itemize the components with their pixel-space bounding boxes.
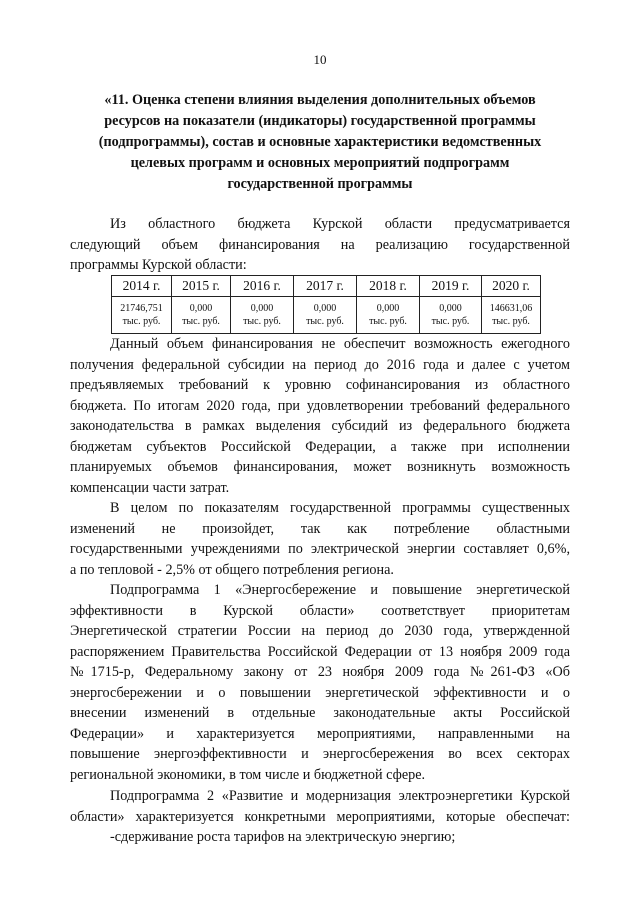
financing-table	[111, 275, 541, 334]
heading-line: ресурсов на показатели (индикаторы) государственной программы	[104, 113, 536, 129]
text-line: программы Курской области:	[70, 257, 247, 273]
text-line: изменений не произойдет, так как потребление областными	[70, 520, 570, 537]
text-line: Данный объем финансирования не обеспечит возможность ежегодного	[110, 336, 570, 352]
value-amount: 0,000	[250, 303, 274, 314]
value-cell	[357, 297, 420, 334]
text-line: предъявляемых требований к уровню софинансирования из областного	[70, 377, 570, 393]
page-number: 10	[313, 52, 327, 67]
value-unit: тыс. руб.	[243, 316, 281, 327]
text-line: Федерации» и характеризуется мероприятиями, направленными на	[70, 725, 570, 742]
text-line: В целом по показателям государственной программы существенных	[110, 500, 570, 516]
text-line: Подпрограмма 2 «Развитие и модернизация электроэнергетики Курской	[110, 788, 570, 804]
paragraph-financing	[70, 334, 570, 498]
value-amount: 21746,751	[120, 303, 163, 314]
heading-line: государственной программы	[227, 176, 413, 192]
text-line: области» характеризуется конкретными мероприятиями, которые обеспечат:	[70, 808, 570, 825]
value-amount: 0,000	[376, 303, 400, 314]
heading-line: «11. Оценка степени влияния выделения дополнительных объемов	[104, 92, 536, 108]
text-line: законодательства в рамках выделения субсидий из федерального бюджета	[70, 418, 570, 434]
text-line: государственными учреждениями по электрической энергии составляет 0,6%,	[70, 541, 570, 557]
text-line: Энергетической стратегии России на период до 2030 года, утвержденной	[70, 623, 570, 639]
table-header-row	[112, 276, 541, 297]
value-cell	[231, 297, 294, 334]
text-line: региональной экономики, в том числе и бюджетной сфере.	[70, 766, 426, 783]
text-line: получения федеральной субсидии на период до 2016 года и далее с учетом	[70, 356, 570, 373]
year-cell: 2017 г.	[294, 276, 357, 297]
value-unit: тыс. руб.	[492, 316, 530, 327]
text-line: компенсации части затрат.	[70, 479, 230, 496]
text-line: следующий объем финансирования на реализацию государственной	[70, 236, 570, 253]
year-cell: 2018 г.	[357, 276, 420, 297]
value-cell	[172, 297, 231, 334]
text-line: распоряжением Правительства Российской Федерации от 13 ноября 2009 года	[70, 643, 570, 660]
paragraph-indicators	[70, 498, 570, 580]
value-amount: 0,000	[439, 303, 462, 314]
paragraph-subprogram-2	[70, 786, 570, 848]
text-line: бюджета. По итогам 2020 года, при удовлетворении требований федерального	[70, 397, 570, 414]
heading-line: (подпрограммы), состав и основные характеристики ведомственных	[98, 134, 542, 150]
year-cell: 2014 г.	[112, 276, 172, 297]
value-cell	[482, 297, 541, 334]
year-cell: 2016 г.	[231, 276, 294, 297]
value-unit: тыс. руб.	[182, 316, 220, 327]
year-cell: 2015 г.	[172, 276, 231, 297]
text-line: Из областного бюджета Курской области предусматривается	[110, 216, 570, 232]
year-cell: 2019 г.	[420, 276, 482, 297]
text-line: а по тепловой - 2,5% от общего потребления региона.	[70, 561, 394, 578]
text-line: планируемых объемов финансирования, может возникнуть возможность	[70, 459, 570, 475]
text-line: №1715-р, Федеральному закону от 23 ноября 2009 года №261-ФЗ «Об	[70, 664, 570, 680]
value-cell	[112, 297, 172, 334]
value-cell	[420, 297, 482, 334]
section-heading	[70, 90, 570, 195]
intro-paragraph	[70, 214, 570, 276]
text-line: Подпрограмма 1 «Энергосбережение и повышение энергетической	[110, 582, 570, 598]
value-amount: 0,000	[313, 303, 337, 314]
value-unit: тыс. руб.	[369, 316, 407, 327]
text-line: эффективности в Курской области» соответствует приоритетам	[70, 602, 570, 619]
value-cell	[294, 297, 357, 334]
year-cell: 2020 г.	[482, 276, 541, 297]
table-value-row	[112, 297, 541, 334]
heading-line: целевых программ и основных мероприятий подпрограмм	[130, 155, 510, 171]
value-amount: 0,000	[189, 303, 213, 314]
text-line: повышение энергоэффективности и энергосбережения во всех секторах	[70, 746, 570, 762]
text-line: -сдерживание роста тарифов на электрическую энергию;	[110, 829, 456, 845]
value-unit: тыс. руб.	[306, 316, 344, 327]
value-amount: 146631,06	[489, 303, 533, 314]
text-line: внесении изменений в отдельные законодательные акты Российской	[70, 705, 570, 721]
text-line: энергосбережении и о повышении энергетической эффективности и о	[70, 684, 570, 701]
value-unit: тыс. руб.	[122, 316, 161, 327]
value-unit: тыс. руб.	[431, 316, 470, 327]
text-line: бюджетам субъектов Российской Федерации, а также при исполнении	[70, 438, 570, 455]
paragraph-subprogram-1	[70, 580, 570, 785]
